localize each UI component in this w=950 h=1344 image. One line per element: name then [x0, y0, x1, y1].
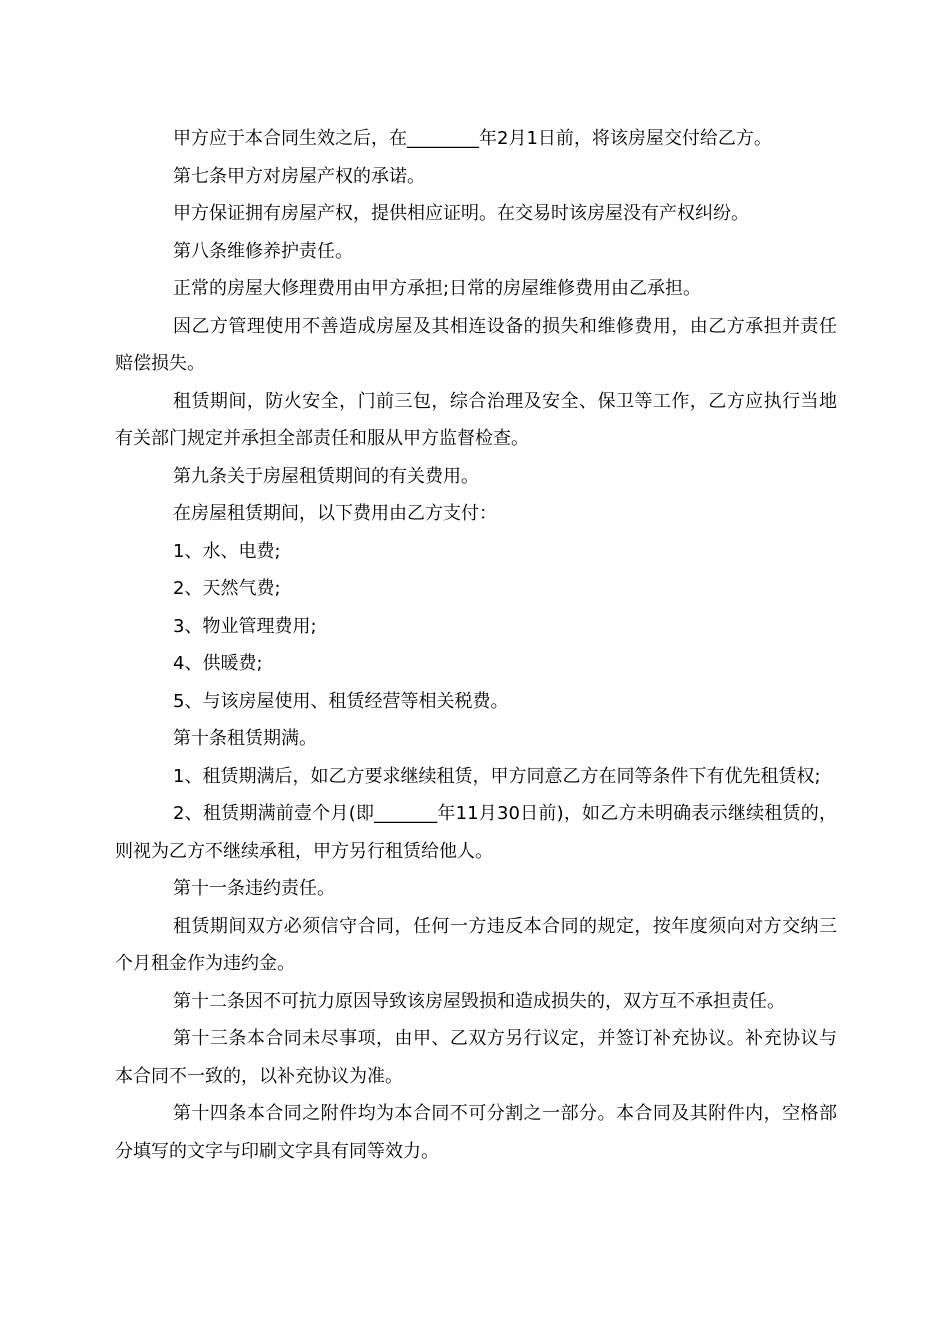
article-8-heading: 第八条维修养护责任。 — [173, 240, 353, 262]
article-12: 第十二条因不可抗力原因导致该房屋毁损和造成损失的，双方互不承担责任。 — [173, 990, 785, 1012]
document-body — [115, 120, 837, 1170]
paragraph-delivery: 甲方应于本合同生效之后，在________年2月1日前，将该房屋交付给乙方。 — [173, 128, 772, 149]
paragraph-damage-liability: 因乙方管理使用不善造成房屋及其相连设备的损失和维修费用，由乙方承担并责任赔偿损失。 — [115, 315, 837, 374]
article-7-heading: 第七条甲方对房屋产权的承诺。 — [173, 165, 425, 187]
list-item-fee-3: 3、物业管理费用; — [173, 615, 317, 637]
article-14: 第十四条本合同之附件均为本合同不可分割之一部分。本合同及其附件内，空格部分填写的文字与印刷文字具有同等效力。 — [115, 1103, 837, 1162]
list-item-fee-2: 2、天然气费; — [173, 578, 281, 599]
paragraph-ownership: 甲方保证拥有房屋产权，提供相应证明。在交易时该房屋没有产权纠纷。 — [173, 203, 749, 224]
article-9-heading: 第九条关于房屋租赁期间的有关费用。 — [173, 465, 479, 487]
article-13: 第十三条本合同未尽事项，由甲、乙双方另行议定，并签订补充协议。补充协议与本合同不一致的，以补充协议为准。 — [115, 1028, 837, 1087]
list-item-fee-4: 4、供暖费; — [173, 653, 263, 674]
paragraph-safety: 租赁期间，防火安全，门前三包，综合治理及安全、保卫等工作，乙方应执行当地有关部门规定并承担全部责任和服从甲方监督检查。 — [115, 390, 837, 449]
paragraph-repair-costs: 正常的房屋大修理费用由甲方承担;日常的房屋维修费用由乙承担。 — [173, 278, 702, 299]
paragraph-penalty: 租赁期间双方必须信守合同，任何一方违反本合同的规定，按年度须向对方交纳三个月租金作为违约金。 — [115, 915, 837, 974]
list-item-fee-1: 1、水、电费; — [173, 540, 281, 562]
paragraph-fees-intro: 在房屋租赁期间，以下费用由乙方支付： — [173, 503, 497, 524]
paragraph-renewal-notice: 2、租赁期满前壹个月(即_______年11月30日前)，如乙方未明确表示继续租赁的，则视为乙方不继续承租，甲方另行租赁给他人。 — [115, 803, 837, 862]
article-11-heading: 第十一条违约责任。 — [173, 878, 335, 899]
article-10-heading: 第十条租赁期满。 — [173, 728, 317, 749]
paragraph-renewal-priority: 1、租赁期满后，如乙方要求继续租赁，甲方同意乙方在同等条件下有优先租赁权; — [173, 765, 821, 787]
list-item-fee-5: 5、与该房屋使用、租赁经营等相关税费。 — [173, 690, 509, 712]
